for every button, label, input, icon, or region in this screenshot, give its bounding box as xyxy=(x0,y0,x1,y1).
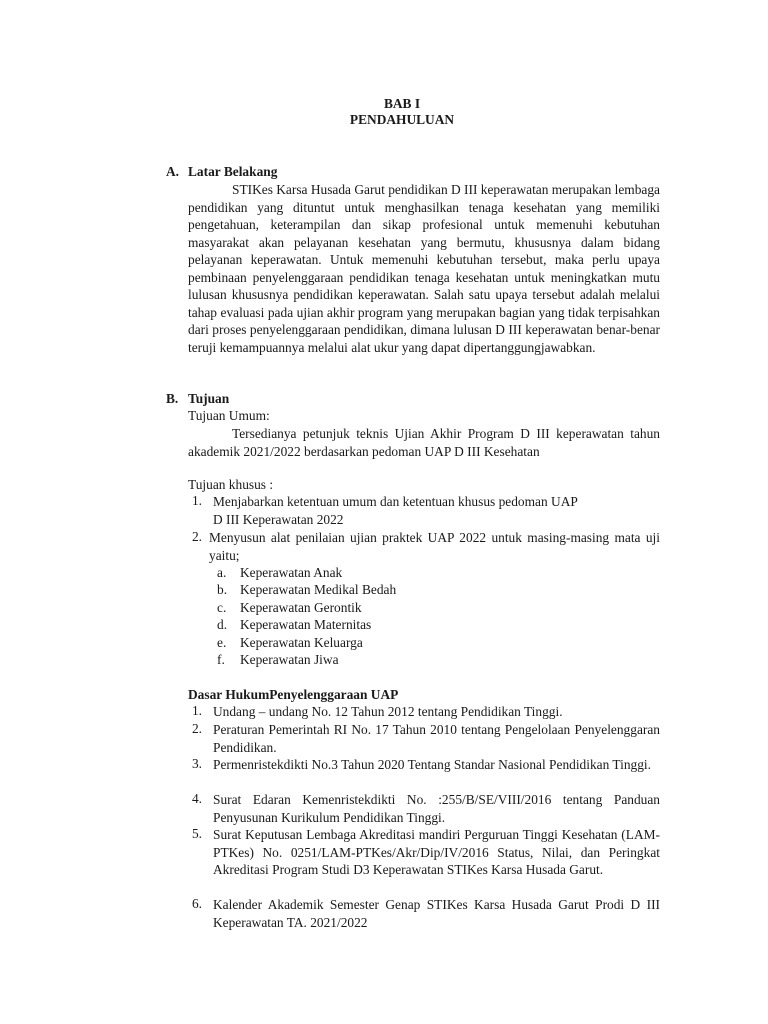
chapter-title: PENDAHULUAN xyxy=(349,112,455,127)
dasar-hukum-item: Surat Keputusan Lembaga Akreditasi mandiri Perguruan Tinggi Kesehatan (LAM-PTKes) No. 0251/LAM-PTKes/Akr/Dip/IV/2016 Status, Nilai, dan Peringkat Akreditasi Program Studi D3 Keperawatan STIKes Karsa Husada Garut. xyxy=(213,827,660,878)
tujuan-umum-text: Tersedianya petunjuk teknis Ujian Akhir Program D III keperawatan tahun akademik 2021/2022 berdasarkan pedoman UAP D III Kesehatan xyxy=(188,426,660,459)
dasar-hukum-item: Kalender Akademik Semester Genap STIKes Karsa Husada Garut Prodi D III Keperawatan TA. 2021/2022 xyxy=(213,897,660,930)
dasar-hukum-number: 3. xyxy=(191,756,202,771)
dasar-hukum-item: Peraturan Pemerintah RI No. 17 Tahun 2010 tentang Pengelolaan Penyelenggaran Pendidikan. xyxy=(213,722,660,755)
mata-uji-item: Keperawatan Jiwa xyxy=(240,652,339,667)
mata-uji-item: Keperawatan Medikal Bedah xyxy=(240,582,397,597)
section-a-title: Latar Belakang xyxy=(188,164,278,179)
mata-uji-letter: f. xyxy=(217,652,225,667)
dasar-hukum-number: 2. xyxy=(191,721,202,736)
dasar-hukum-number: 4. xyxy=(191,791,202,806)
section-a-paragraph: STIKes Karsa Husada Garut pendidikan D III keperawatan merupakan lembaga pendidikan yang dituntut untuk menghasilkan tenaga kesehatan yang memiliki pengetahuan, keterampilan dan sikap profesional untuk memenuhi kebutuhan masyarakat akan pelayanan kesehatan yang bermutu, khususnya dalam bidang pelayanan keperawatan. Untuk memenuhi kebutuhan tersebut, maka perlu upaya pembinaan penyelenggaraan pendidikan tenaga kesehatan untuk meningkatkan mutu lulusan khususnya pendidikan keperawatan. Salah satu upaya tersebut adalah melalui tahap evaluasi pada ujian akhir program yang merupakan bagian yang tidak terpisahkan dari proses penyelenggaraan pendidikan, dimana lulusan D III keperawatan benar-benar teruji kemampuannya melalui alat ukur yang dapat dipertanggungjawabkan. xyxy=(188,182,660,355)
khusus-item-number: 1. xyxy=(191,493,202,508)
dasar-hukum-number: 1. xyxy=(191,703,202,718)
mata-uji-item: Keperawatan Gerontik xyxy=(240,600,362,615)
mata-uji-letter: a. xyxy=(217,565,227,580)
mata-uji-item: Keperawatan Keluarga xyxy=(240,635,363,650)
tujuan-khusus-label: Tujuan khusus : xyxy=(188,477,274,492)
mata-uji-letter: e. xyxy=(217,635,227,650)
mata-uji-letter: c. xyxy=(217,600,227,615)
tujuan-umum-label: Tujuan Umum: xyxy=(188,408,270,423)
mata-uji-item: Keperawatan Anak xyxy=(240,565,343,580)
dasar-hukum-item: Surat Edaran Kemenristekdikti No. :255/B/SE/VIII/2016 tentang Panduan Penyusunan Kurikulum Pendidikan Tinggi. xyxy=(213,792,660,825)
khusus-item-text: Menyusun alat penilaian ujian praktek UAP 2022 untuk masing-masing mata uji yaitu; xyxy=(209,530,660,563)
khusus-item-number: 2. xyxy=(191,529,202,544)
section-b-letter: B. xyxy=(166,391,179,406)
dasar-hukum-item: Undang – undang No. 12 Tahun 2012 tentang Pendidikan Tinggi. xyxy=(213,704,563,719)
mata-uji-letter: b. xyxy=(217,582,228,597)
dasar-hukum-number: 6. xyxy=(191,896,202,911)
dasar-hukum-number: 5. xyxy=(191,826,202,841)
khusus-item-text: Menjabarkan ketentuan umum dan ketentuan khusus pedoman UAP xyxy=(213,494,578,509)
section-b-title: Tujuan xyxy=(188,391,230,406)
dasar-hukum-item: Permenristekdikti No.3 Tahun 2020 Tentang Standar Nasional Pendidikan Tinggi. xyxy=(213,757,651,772)
dasar-hukum-title: Dasar HukumPenyelenggaraan UAP xyxy=(188,687,399,702)
mata-uji-item: Keperawatan Maternitas xyxy=(240,617,372,632)
mata-uji-letter: d. xyxy=(217,617,228,632)
khusus-item-text-continued: D III Keperawatan 2022 xyxy=(213,512,344,527)
chapter-number: BAB I xyxy=(383,96,421,111)
section-a-letter: A. xyxy=(166,164,180,179)
